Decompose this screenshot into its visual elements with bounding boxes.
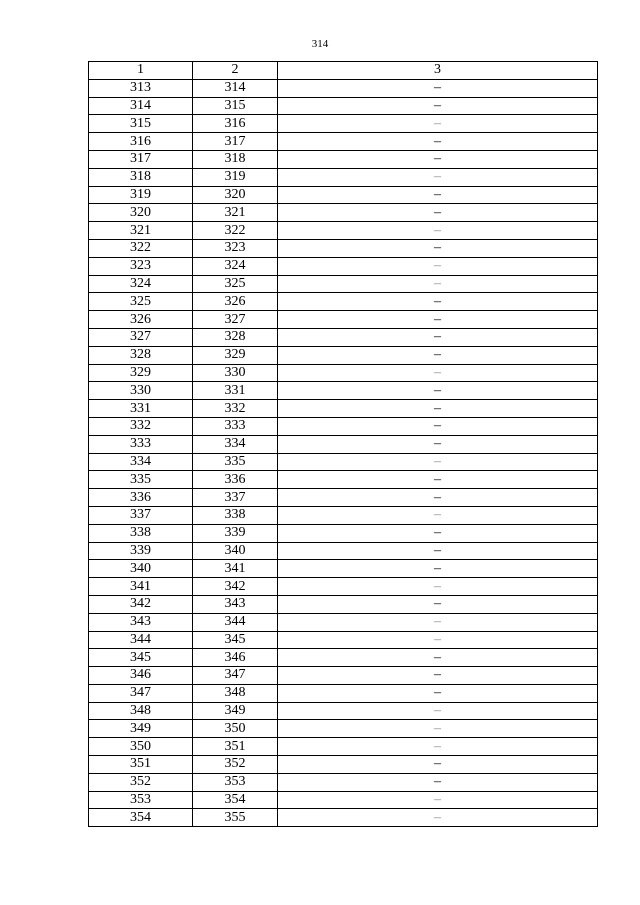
table-cell-col-3: – <box>278 186 598 204</box>
table-cell-col-3: – <box>278 364 598 382</box>
table-cell-col-3: – <box>278 453 598 471</box>
table-cell-col-1: 331 <box>89 400 193 418</box>
table-cell-col-3: – <box>278 720 598 738</box>
table-cell-col-2: 350 <box>193 720 278 738</box>
table-cell-col-1: 313 <box>89 79 193 97</box>
table-row <box>89 293 598 311</box>
table-cell-col-3: – <box>278 435 598 453</box>
table-cell-col-2: 323 <box>193 239 278 257</box>
table-cell-col-2: 328 <box>193 328 278 346</box>
table-cell-col-2: 354 <box>193 791 278 809</box>
table-row <box>89 595 598 613</box>
table-cell-col-2: 347 <box>193 667 278 685</box>
table-cell-col-2: 346 <box>193 649 278 667</box>
table-cell-col-1: 337 <box>89 506 193 524</box>
table-cell-col-1: 351 <box>89 756 193 774</box>
table-cell-col-1: 345 <box>89 649 193 667</box>
table-cell-col-1: 333 <box>89 435 193 453</box>
table-row <box>89 115 598 133</box>
table-cell-col-1: 344 <box>89 631 193 649</box>
table-cell-col-3: – <box>278 115 598 133</box>
table-cell-col-3: – <box>278 150 598 168</box>
table-row <box>89 791 598 809</box>
table-cell-col-3: – <box>278 257 598 275</box>
table-cell-col-2: 337 <box>193 489 278 507</box>
table-cell-col-2: 335 <box>193 453 278 471</box>
table-cell-col-2: 315 <box>193 97 278 115</box>
table-cell-col-2: 314 <box>193 79 278 97</box>
table-row <box>89 489 598 507</box>
table-row <box>89 756 598 774</box>
column-header-3: 3 <box>278 62 598 80</box>
table-cell-col-3: – <box>278 222 598 240</box>
table-cell-col-2: 345 <box>193 631 278 649</box>
table-cell-col-1: 335 <box>89 471 193 489</box>
table-cell-col-2: 329 <box>193 346 278 364</box>
table-row <box>89 417 598 435</box>
table-cell-col-3: – <box>278 328 598 346</box>
table-cell-col-1: 342 <box>89 595 193 613</box>
table-cell-col-3: – <box>278 524 598 542</box>
table-cell-col-1: 328 <box>89 346 193 364</box>
table-cell-col-3: – <box>278 400 598 418</box>
table-cell-col-1: 316 <box>89 133 193 151</box>
table-cell-col-2: 353 <box>193 773 278 791</box>
table-cell-col-3: – <box>278 542 598 560</box>
table-cell-col-1: 322 <box>89 239 193 257</box>
table-row <box>89 773 598 791</box>
table-row <box>89 560 598 578</box>
table-cell-col-3: – <box>278 293 598 311</box>
page-number: 314 <box>311 38 329 50</box>
table-cell-col-3: – <box>278 560 598 578</box>
table-cell-col-2: 338 <box>193 506 278 524</box>
table-row <box>89 328 598 346</box>
table-cell-col-2: 331 <box>193 382 278 400</box>
table-cell-col-1: 336 <box>89 489 193 507</box>
table-row <box>89 346 598 364</box>
table-row <box>89 382 598 400</box>
table-cell-col-1: 315 <box>89 115 193 133</box>
table-cell-col-3: – <box>278 595 598 613</box>
table-row <box>89 150 598 168</box>
table-cell-col-3: – <box>278 631 598 649</box>
table-cell-col-3: – <box>278 97 598 115</box>
table-row <box>89 364 598 382</box>
table-row <box>89 168 598 186</box>
table-cell-col-2: 320 <box>193 186 278 204</box>
table-cell-col-2: 343 <box>193 595 278 613</box>
table-cell-col-3: – <box>278 275 598 293</box>
table-cell-col-1: 340 <box>89 560 193 578</box>
table-cell-col-1: 318 <box>89 168 193 186</box>
table-cell-col-1: 332 <box>89 417 193 435</box>
table-cell-col-2: 321 <box>193 204 278 222</box>
table-cell-col-2: 355 <box>193 809 278 827</box>
table-cell-col-1: 317 <box>89 150 193 168</box>
table-cell-col-2: 316 <box>193 115 278 133</box>
table-cell-col-1: 348 <box>89 702 193 720</box>
table-cell-col-3: – <box>278 506 598 524</box>
table-row <box>89 453 598 471</box>
table-cell-col-3: – <box>278 79 598 97</box>
table-cell-col-2: 326 <box>193 293 278 311</box>
table-row <box>89 702 598 720</box>
table-cell-col-1: 326 <box>89 311 193 329</box>
table-cell-col-3: – <box>278 791 598 809</box>
data-table <box>88 61 598 827</box>
table-cell-col-1: 353 <box>89 791 193 809</box>
table-cell-col-2: 330 <box>193 364 278 382</box>
table-cell-col-1: 314 <box>89 97 193 115</box>
table-cell-col-1: 327 <box>89 328 193 346</box>
table-cell-col-3: – <box>278 417 598 435</box>
table-cell-col-3: – <box>278 168 598 186</box>
table-body <box>89 79 598 826</box>
table-cell-col-3: – <box>278 773 598 791</box>
table-cell-col-2: 333 <box>193 417 278 435</box>
table-cell-col-3: – <box>278 204 598 222</box>
table-row <box>89 435 598 453</box>
table-cell-col-1: 343 <box>89 613 193 631</box>
table-cell-col-2: 349 <box>193 702 278 720</box>
table-row <box>89 186 598 204</box>
table-cell-col-1: 329 <box>89 364 193 382</box>
table-cell-col-1: 347 <box>89 684 193 702</box>
table-cell-col-2: 318 <box>193 150 278 168</box>
table-cell-col-3: – <box>278 684 598 702</box>
table-cell-col-1: 324 <box>89 275 193 293</box>
table-cell-col-2: 324 <box>193 257 278 275</box>
table-cell-col-3: – <box>278 311 598 329</box>
table-row <box>89 649 598 667</box>
table-row <box>89 667 598 685</box>
table-row <box>89 204 598 222</box>
table-cell-col-3: – <box>278 346 598 364</box>
table-cell-col-3: – <box>278 756 598 774</box>
table-cell-col-3: – <box>278 489 598 507</box>
table-cell-col-2: 342 <box>193 578 278 596</box>
table-cell-col-3: – <box>278 239 598 257</box>
table-header-row <box>89 62 598 80</box>
table-row <box>89 809 598 827</box>
table-cell-col-3: – <box>278 738 598 756</box>
table-row <box>89 613 598 631</box>
table-cell-col-1: 349 <box>89 720 193 738</box>
table-cell-col-2: 351 <box>193 738 278 756</box>
table-cell-col-1: 334 <box>89 453 193 471</box>
table-row <box>89 684 598 702</box>
table-row <box>89 400 598 418</box>
table-row <box>89 133 598 151</box>
table-cell-col-2: 327 <box>193 311 278 329</box>
table-row <box>89 720 598 738</box>
table-cell-col-2: 348 <box>193 684 278 702</box>
table-cell-col-3: – <box>278 649 598 667</box>
table-row <box>89 578 598 596</box>
table-row <box>89 222 598 240</box>
table-cell-col-1: 341 <box>89 578 193 596</box>
table-row <box>89 738 598 756</box>
table-cell-col-3: – <box>278 702 598 720</box>
table-cell-col-2: 339 <box>193 524 278 542</box>
table-cell-col-1: 321 <box>89 222 193 240</box>
table-cell-col-1: 354 <box>89 809 193 827</box>
column-header-2: 2 <box>193 62 278 80</box>
table-cell-col-3: – <box>278 667 598 685</box>
table-cell-col-2: 317 <box>193 133 278 151</box>
table-row <box>89 542 598 560</box>
table-row <box>89 311 598 329</box>
table-cell-col-2: 334 <box>193 435 278 453</box>
table-row <box>89 257 598 275</box>
table-cell-col-2: 340 <box>193 542 278 560</box>
table-cell-col-1: 320 <box>89 204 193 222</box>
table-row <box>89 471 598 489</box>
table-cell-col-3: – <box>278 471 598 489</box>
column-header-1: 1 <box>89 62 193 80</box>
table-cell-col-2: 319 <box>193 168 278 186</box>
table-cell-col-2: 332 <box>193 400 278 418</box>
table-row <box>89 79 598 97</box>
table-cell-col-3: – <box>278 809 598 827</box>
table-cell-col-1: 325 <box>89 293 193 311</box>
table-row <box>89 506 598 524</box>
table-row <box>89 275 598 293</box>
table-cell-col-2: 325 <box>193 275 278 293</box>
table-cell-col-1: 330 <box>89 382 193 400</box>
table-cell-col-1: 323 <box>89 257 193 275</box>
table-cell-col-2: 322 <box>193 222 278 240</box>
table-row <box>89 524 598 542</box>
table-cell-col-1: 338 <box>89 524 193 542</box>
table-cell-col-3: – <box>278 133 598 151</box>
table-row <box>89 97 598 115</box>
table-cell-col-2: 341 <box>193 560 278 578</box>
table-cell-col-1: 339 <box>89 542 193 560</box>
table-row <box>89 239 598 257</box>
table-cell-col-2: 344 <box>193 613 278 631</box>
table-cell-col-1: 346 <box>89 667 193 685</box>
table-cell-col-3: – <box>278 613 598 631</box>
table-cell-col-1: 352 <box>89 773 193 791</box>
table-cell-col-3: – <box>278 382 598 400</box>
table-cell-col-2: 352 <box>193 756 278 774</box>
table-cell-col-1: 350 <box>89 738 193 756</box>
table-cell-col-2: 336 <box>193 471 278 489</box>
table-row <box>89 631 598 649</box>
table-cell-col-1: 319 <box>89 186 193 204</box>
table-cell-col-3: – <box>278 578 598 596</box>
